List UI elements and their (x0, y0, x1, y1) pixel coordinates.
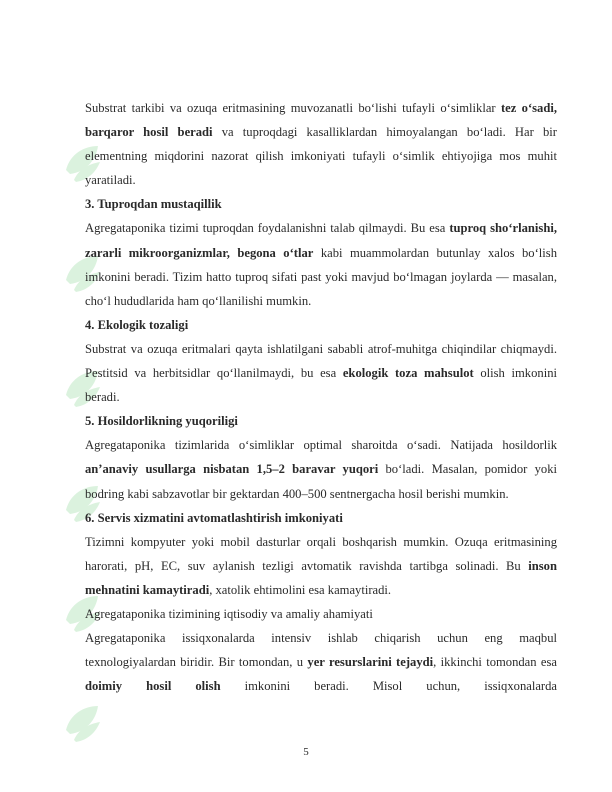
text-run: imkonini beradi. Misol uchun, issiqxonalarda (220, 679, 557, 694)
text-run: 4. Ekologik tozaligi (85, 317, 189, 332)
bold-text: tez o‘sadi, barqaror hosil beradi (85, 101, 557, 140)
text-run: va tuproqdagi kasalliklardan himoyalangan bo‘ladi. Har bir elementning miqdorini nazorat qilish imkoniyati tufayli o‘simlik ehtiyojiga mos muhit yaratiladi. (85, 125, 557, 188)
page-number: 5 (303, 746, 309, 758)
text-run: 5. Hosildorlikning yuqoriligi (85, 414, 238, 429)
section-heading (85, 409, 557, 433)
leaf-logo-icon (60, 700, 104, 744)
text-run: Agregataponika tizimlarida o‘simliklar optimal sharoitda o‘sadi. Natijada hosildorlik (85, 438, 557, 453)
text-run: Substrat va ozuqa eritmalari qayta ishlatilgani sababli atrof-muhitga chiqindilar chiqmaydi. Pestitsid va herbitsidlar qo‘llanilmaydi, bu esa (85, 341, 557, 381)
text-run: , ikkinchi tomondan esa (433, 655, 557, 670)
body-paragraph (85, 626, 557, 698)
section-heading (85, 192, 557, 216)
text-run: Tizimni kompyuter yoki mobil dasturlar orqali boshqarish mumkin. Ozuqa eritmasining harorati, pH, EC, suv aylanish tezligi avtomatik ravishda tartibga solinadi. Bu (85, 534, 557, 573)
section-heading (85, 313, 557, 337)
body-paragraph (85, 602, 557, 626)
bold-text: tuproq sho‘rlanishi, zararli mikroorganizmlar, begona o‘tlar (85, 221, 557, 260)
bold-text: ekologik toza mahsulot (342, 366, 474, 381)
text-run: Agregataponika tizimi tuproqdan foydalanishni talab qilmaydi. Bu esa (85, 221, 450, 236)
bold-text: an’anaviy usullarga nisbatan 1,5–2 baravar yuqori (85, 462, 379, 477)
document-body (85, 96, 557, 698)
text-run: Substrat tarkibi va ozuqa eritmasining muvozanatli bo‘lishi tufayli o‘simliklar (85, 101, 501, 115)
body-paragraph (85, 530, 557, 602)
text-run: Agregataponika issiqxonalarda intensiv ishlab chiqarish uchun eng maqbul texnologiyalardan biridir. Bir tomondan, u (85, 631, 557, 670)
text-run: olish imkonini beradi. (85, 366, 557, 405)
bold-text: inson mehnatini kamaytiradi (85, 558, 557, 597)
body-paragraph (85, 337, 557, 409)
text-run: 6. Servis xizmatini avtomatlashtirish imkoniyati (85, 510, 343, 525)
text-run: kabi muammolardan butunlay xalos bo‘lish imkonini beradi. Tizim hatto tuproq sifati past yoki mavjud bo‘lmagan joylarda — masalan, cho‘l hududlarida ham qo‘llanilishi mumkin. (85, 245, 557, 308)
text-run: 3. Tuproqdan mustaqillik (85, 197, 222, 212)
body-paragraph (85, 433, 557, 505)
bold-text: yer resurslarini tejaydi (307, 655, 434, 670)
text-run: Agregataponika tizimining iqtisodiy va amaliy ahamiyati (85, 606, 373, 621)
text-run: , xatolik ehtimolini esa kamaytiradi. (209, 582, 392, 597)
body-paragraph (85, 96, 557, 192)
section-heading (85, 506, 557, 530)
text-run: bo‘ladi. Masalan, pomidor yoki bodring kabi sabzavotlar bir gektardan 400–500 sentnergacha hosil berishi mumkin. (85, 462, 557, 501)
bold-text: doimiy hosil olish (85, 679, 221, 694)
body-paragraph (85, 216, 557, 312)
